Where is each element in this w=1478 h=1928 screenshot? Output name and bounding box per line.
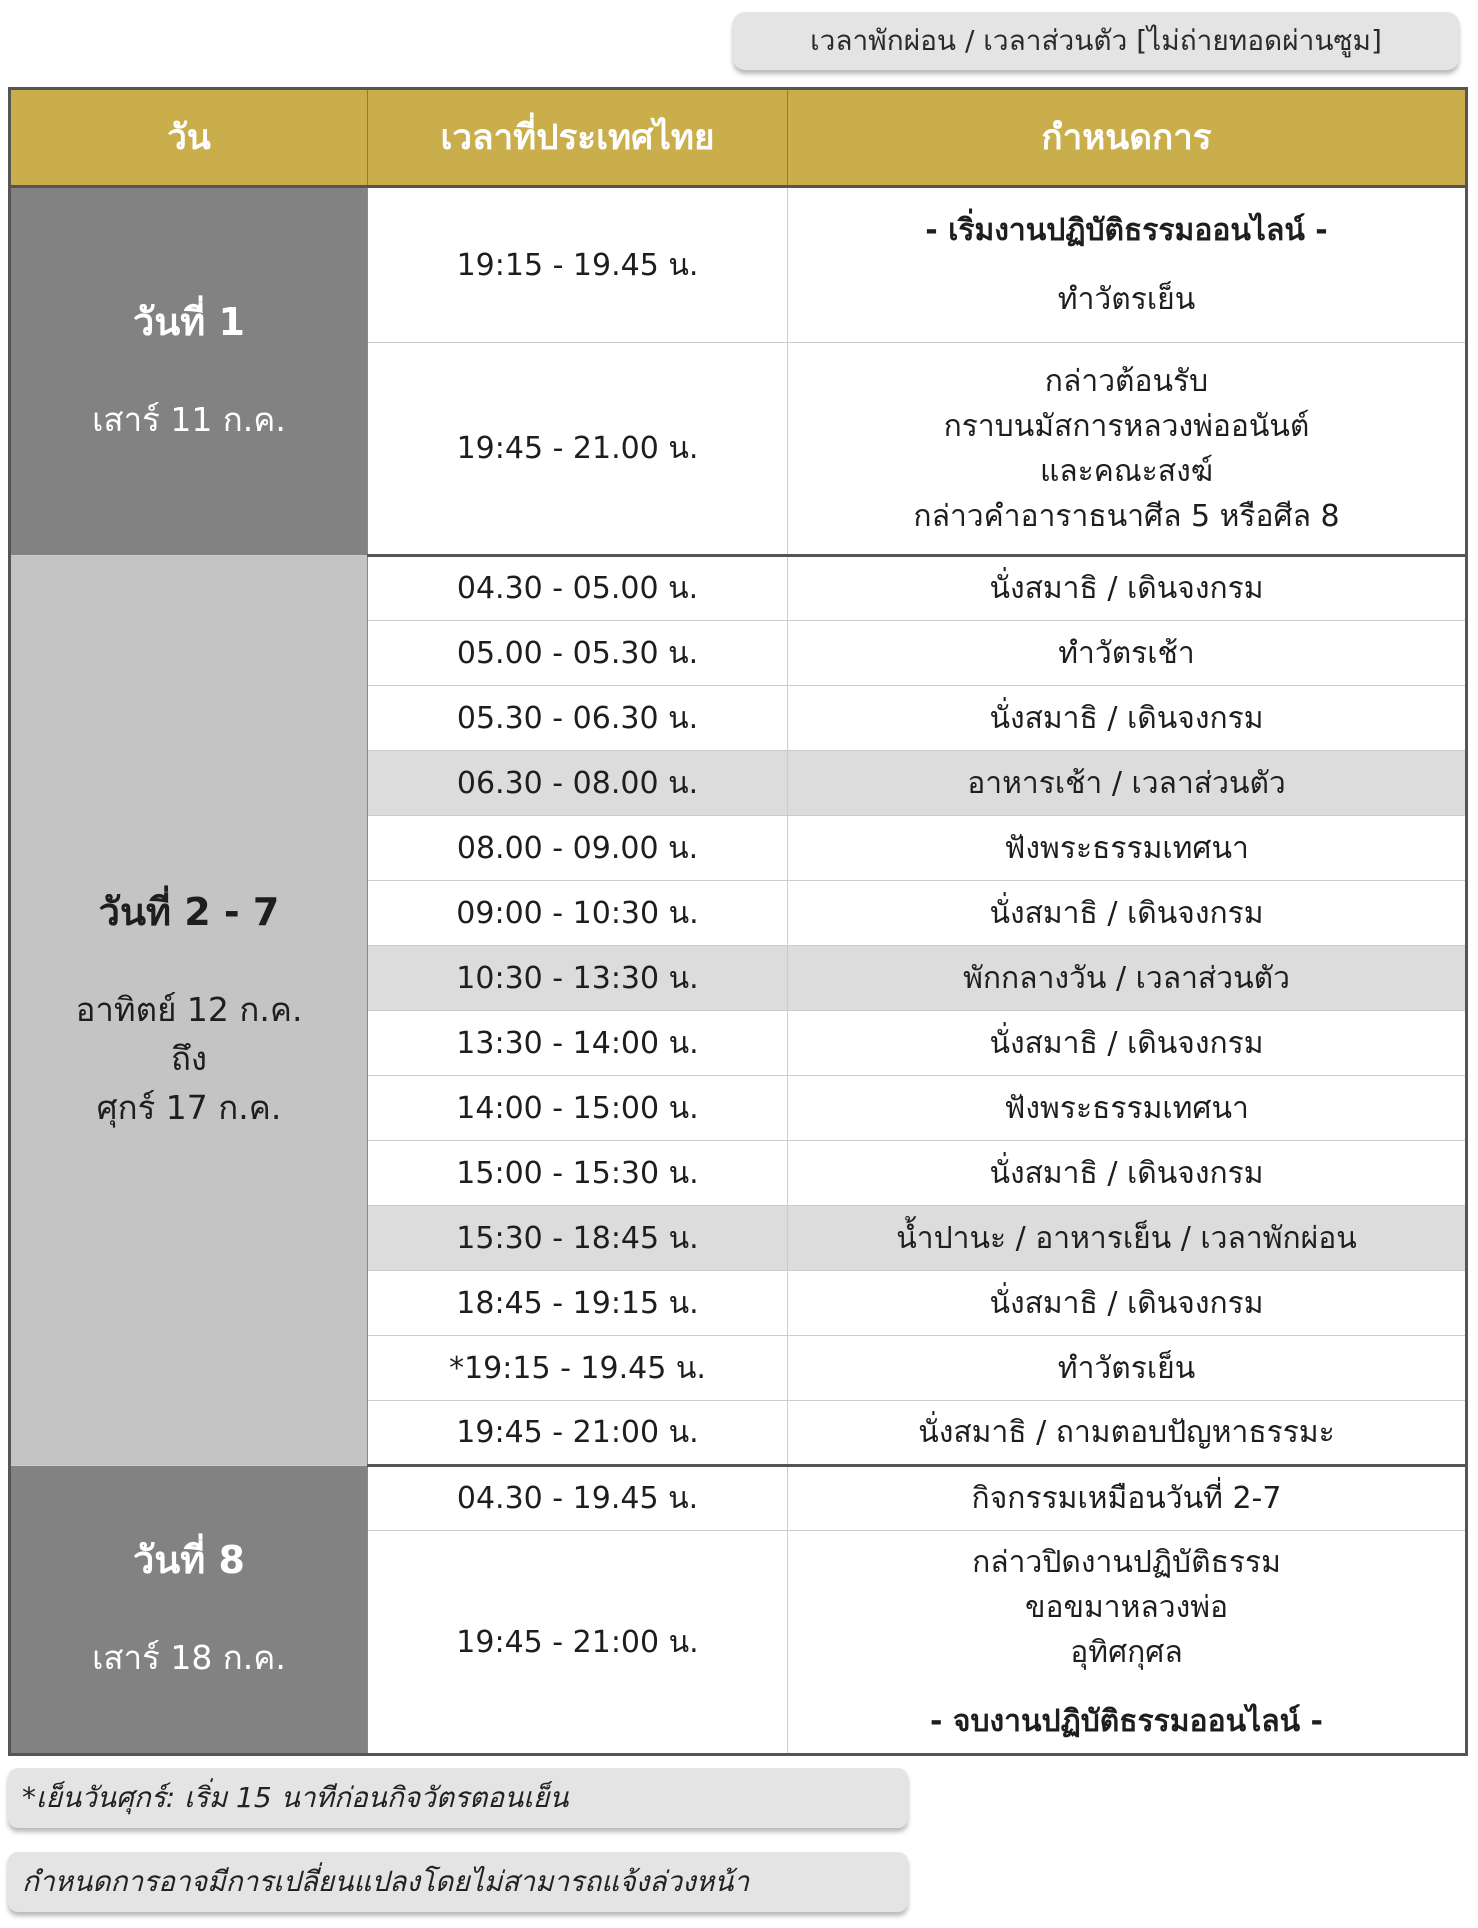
activity-cell: น้ำปานะ / อาหารเย็น / เวลาพักผ่อน <box>788 1206 1467 1271</box>
day2-title: วันที่ 2 - 7 <box>98 889 280 934</box>
footnote-text: กำหนดการอาจมีการเปลี่ยนแปลงโดยไม่สามารถแจ้งล่วงหน้า <box>22 1865 750 1898</box>
activity-cell <box>788 1531 1467 1755</box>
table-header-row <box>10 89 1467 187</box>
activity-cell: กิจกรรมเหมือนวันที่ 2-7 <box>788 1466 1467 1531</box>
activity-cell: อาหารเช้า / เวลาส่วนตัว <box>788 751 1467 816</box>
time-cell: 08.00 - 09.00 น. <box>368 816 788 881</box>
day2-date-line: อาทิตย์ 12 ก.ค. <box>75 989 303 1029</box>
time-cell: 10:30 - 13:30 น. <box>368 946 788 1011</box>
activity-line: อุทิศกุศล <box>1070 1635 1183 1670</box>
activity-cell <box>788 187 1467 343</box>
activity-cell: นั่งสมาธิ / เดินจงกรม <box>788 1141 1467 1206</box>
activity-cell: ฟังพระธรรมเทศนา <box>788 1076 1467 1141</box>
time-cell: 13:30 - 14:00 น. <box>368 1011 788 1076</box>
time-cell: 15:30 - 18:45 น. <box>368 1206 788 1271</box>
activity-line: กล่าวต้อนรับ <box>1044 363 1209 399</box>
activity-cell <box>788 343 1467 556</box>
activity-cell: นั่งสมาธิ / เดินจงกรม <box>788 686 1467 751</box>
header-time: เวลาที่ประเทศไทย <box>368 89 788 187</box>
day1-cell <box>10 187 368 556</box>
day1-date: เสาร์ 11 ก.ค. <box>92 399 286 439</box>
event-start-label: - เริ่มงานปฏิบัติธรรมออนไลน์ - <box>925 213 1328 248</box>
legend-text: เวลาพักผ่อน / เวลาส่วนตัว [ไม่ถ่ายทอดผ่านซูม] <box>810 24 1382 57</box>
schedule-table <box>8 87 1468 1756</box>
table-row <box>10 187 1467 343</box>
time-cell: 19:15 - 19.45 น. <box>368 187 788 343</box>
time-cell: 05.00 - 05.30 น. <box>368 621 788 686</box>
time-cell: 15:00 - 15:30 น. <box>368 1141 788 1206</box>
day2-date-line: ถึง <box>170 1038 208 1078</box>
footnote-text: *เย็นวันศุกร์: เริ่ม 15 นาทีก่อนกิจวัตรตอนเย็น <box>22 1781 569 1814</box>
time-cell: 14:00 - 15:00 น. <box>368 1076 788 1141</box>
legend-pill <box>733 12 1459 70</box>
time-cell: *19:15 - 19.45 น. <box>368 1336 788 1401</box>
activity-cell: นั่งสมาธิ / เดินจงกรม <box>788 1271 1467 1336</box>
time-cell: 18:45 - 19:15 น. <box>368 1271 788 1336</box>
activity-cell: นั่งสมาธิ / เดินจงกรม <box>788 556 1467 621</box>
activity-cell: ฟังพระธรรมเทศนา <box>788 816 1467 881</box>
activity-cell: นั่งสมาธิ / เดินจงกรม <box>788 881 1467 946</box>
table-row <box>10 1466 1467 1531</box>
activity-cell: ทำวัตรเย็น <box>788 1336 1467 1401</box>
table-row <box>10 556 1467 621</box>
activity-line: กล่าวคำอาราธนาศีล 5 หรือศีล 8 <box>913 498 1340 534</box>
time-cell: 09:00 - 10:30 น. <box>368 881 788 946</box>
day1-title: วันที่ 1 <box>132 299 246 344</box>
activity-cell: นั่งสมาธิ / ถามตอบปัญหาธรรมะ <box>788 1401 1467 1466</box>
time-cell: 19:45 - 21:00 น. <box>368 1531 788 1755</box>
activity-cell: พักกลางวัน / เวลาส่วนตัว <box>788 946 1467 1011</box>
day8-title: วันที่ 8 <box>132 1537 246 1582</box>
day2-cell <box>10 556 368 1466</box>
event-end-label: - จบงานปฏิบัติธรรมออนไลน์ - <box>930 1704 1323 1739</box>
time-cell: 19:45 - 21:00 น. <box>368 1401 788 1466</box>
time-cell: 04.30 - 05.00 น. <box>368 556 788 621</box>
time-cell: 05.30 - 06.30 น. <box>368 686 788 751</box>
activity-line: กราบนมัสการหลวงพ่ออนันต์ <box>943 408 1310 444</box>
time-cell: 04.30 - 19.45 น. <box>368 1466 788 1531</box>
header-schedule: กำหนดการ <box>788 89 1467 187</box>
day2-date-line: ศุกร์ 17 ก.ค. <box>96 1087 282 1127</box>
activity-line: กล่าวปิดงานปฏิบัติธรรม <box>972 1545 1281 1580</box>
time-cell: 06.30 - 08.00 น. <box>368 751 788 816</box>
activity-text: ทำวัตรเย็น <box>1057 282 1196 317</box>
activity-cell: นั่งสมาธิ / เดินจงกรม <box>788 1011 1467 1076</box>
activity-cell: ทำวัตรเช้า <box>788 621 1467 686</box>
footnote-friday <box>8 1768 908 1828</box>
footnote-schedule-change <box>8 1852 908 1912</box>
activity-line: และคณะสงฆ์ <box>1039 453 1214 489</box>
header-day: วัน <box>10 89 368 187</box>
activity-line: ขอขมาหลวงพ่อ <box>1024 1590 1229 1625</box>
day8-date: เสาร์ 18 ก.ค. <box>92 1637 286 1677</box>
time-cell: 19:45 - 21.00 น. <box>368 343 788 556</box>
day8-cell <box>10 1466 368 1755</box>
